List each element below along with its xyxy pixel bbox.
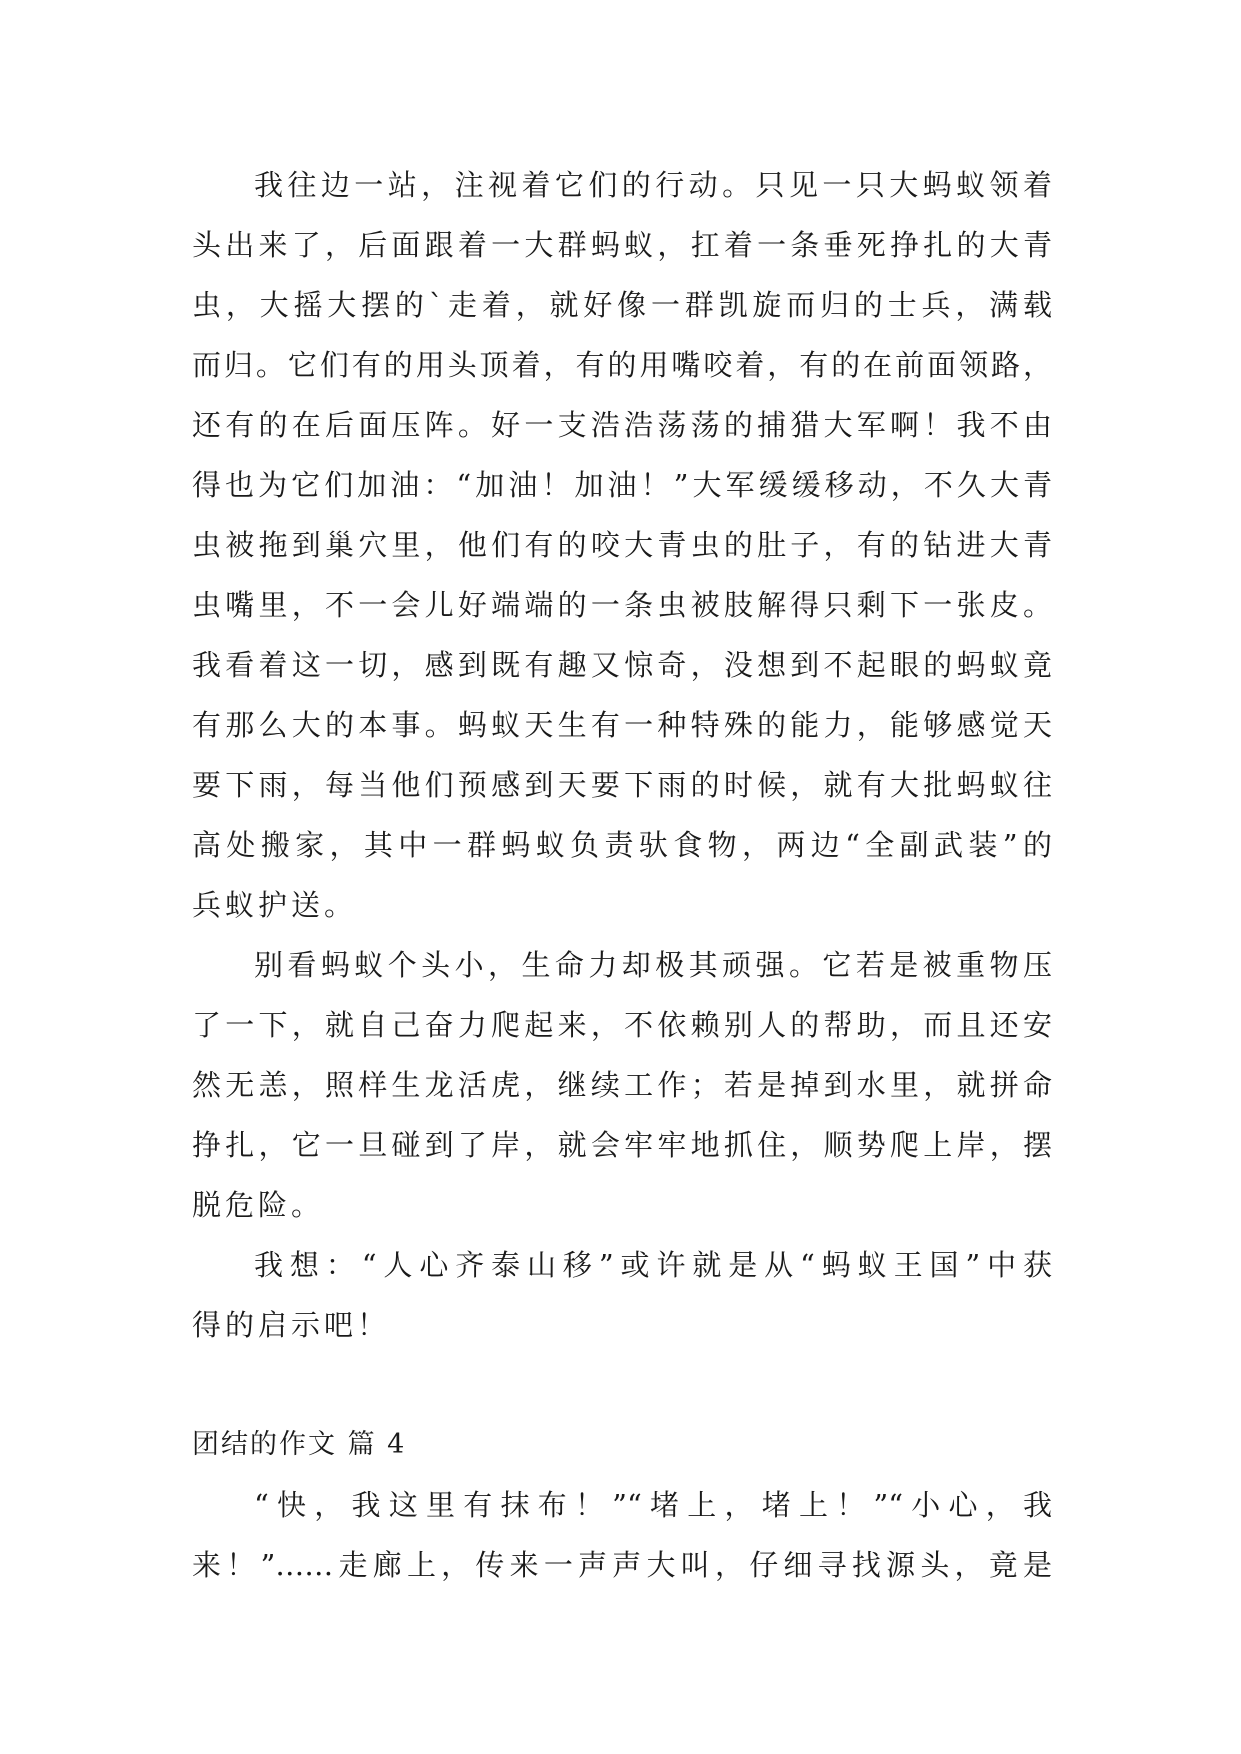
paragraph-line: 高处搬家，其中一群蚂蚁负责驮食物，两边“全副武装”的 — [192, 828, 1052, 862]
paragraph-3 — [192, 1235, 1052, 1355]
paragraph-line: 而归。它们有的用头顶着，有的用嘴咬着，有的在前面领路， — [192, 348, 1052, 382]
paragraph-line: 我往边一站，注视着它们的行动。只见一只大蚂蚁领着 — [254, 168, 1052, 202]
paragraph-line: 别看蚂蚁个头小，生命力却极其顽强。它若是被重物压 — [254, 948, 1052, 982]
paragraph-line: 得的启示吧！ — [192, 1308, 391, 1342]
paragraph-line: 然无恙，照样生龙活虎，继续工作；若是掉到水里，就拼命 — [192, 1068, 1052, 1102]
paragraph-line: 虫被拖到巢穴里，他们有的咬大青虫的肚子，有的钻进大青 — [192, 528, 1052, 562]
paragraph-line: 了一下，就自己奋力爬起来，不依赖别人的帮助，而且还安 — [192, 1008, 1052, 1042]
paragraph-line: “快，我这里有抹布！”“堵上，堵上！”“小心，我 — [254, 1488, 1052, 1522]
paragraph-2 — [192, 935, 1052, 1235]
section-title: 团结的作文 篇 4 — [192, 1429, 407, 1460]
document-body — [192, 155, 1052, 1595]
paragraph-1 — [192, 155, 1052, 935]
paragraph-line: 来！”……走廊上，传来一声声大叫，仔细寻找源头，竟是 — [192, 1548, 1052, 1582]
paragraph-line: 头出来了，后面跟着一大群蚂蚁，扛着一条垂死挣扎的大青 — [192, 228, 1052, 262]
paragraph-line: 我看着这一切，感到既有趣又惊奇，没想到不起眼的蚂蚁竟 — [192, 648, 1052, 682]
paragraph-line: 要下雨，每当他们预感到天要下雨的时候，就有大批蚂蚁往 — [192, 768, 1052, 802]
paragraph-line: 虫，大摇大摆的`走着，就好像一群凯旋而归的士兵，满载 — [192, 288, 1052, 322]
paragraph-line: 挣扎，它一旦碰到了岸，就会牢牢地抓住，顺势爬上岸，摆 — [192, 1128, 1052, 1162]
paragraph-line: 我想：“人心齐泰山移”或许就是从“蚂蚁王国”中获 — [254, 1248, 1052, 1282]
paragraph-line: 脱危险。 — [192, 1188, 325, 1222]
paragraph-line: 兵蚁护送。 — [192, 888, 358, 922]
paragraph-line: 虫嘴里，不一会儿好端端的一条虫被肢解得只剩下一张皮。 — [192, 588, 1052, 622]
section-paragraph — [192, 1475, 1052, 1595]
paragraph-line: 得也为它们加油：“加油！加油！”大军缓缓移动，不久大青 — [192, 468, 1052, 502]
paragraph-line: 还有的在后面压阵。好一支浩浩荡荡的捕猎大军啊！我不由 — [192, 408, 1052, 442]
paragraph-line: 有那么大的本事。蚂蚁天生有一种特殊的能力，能够感觉天 — [192, 708, 1052, 742]
